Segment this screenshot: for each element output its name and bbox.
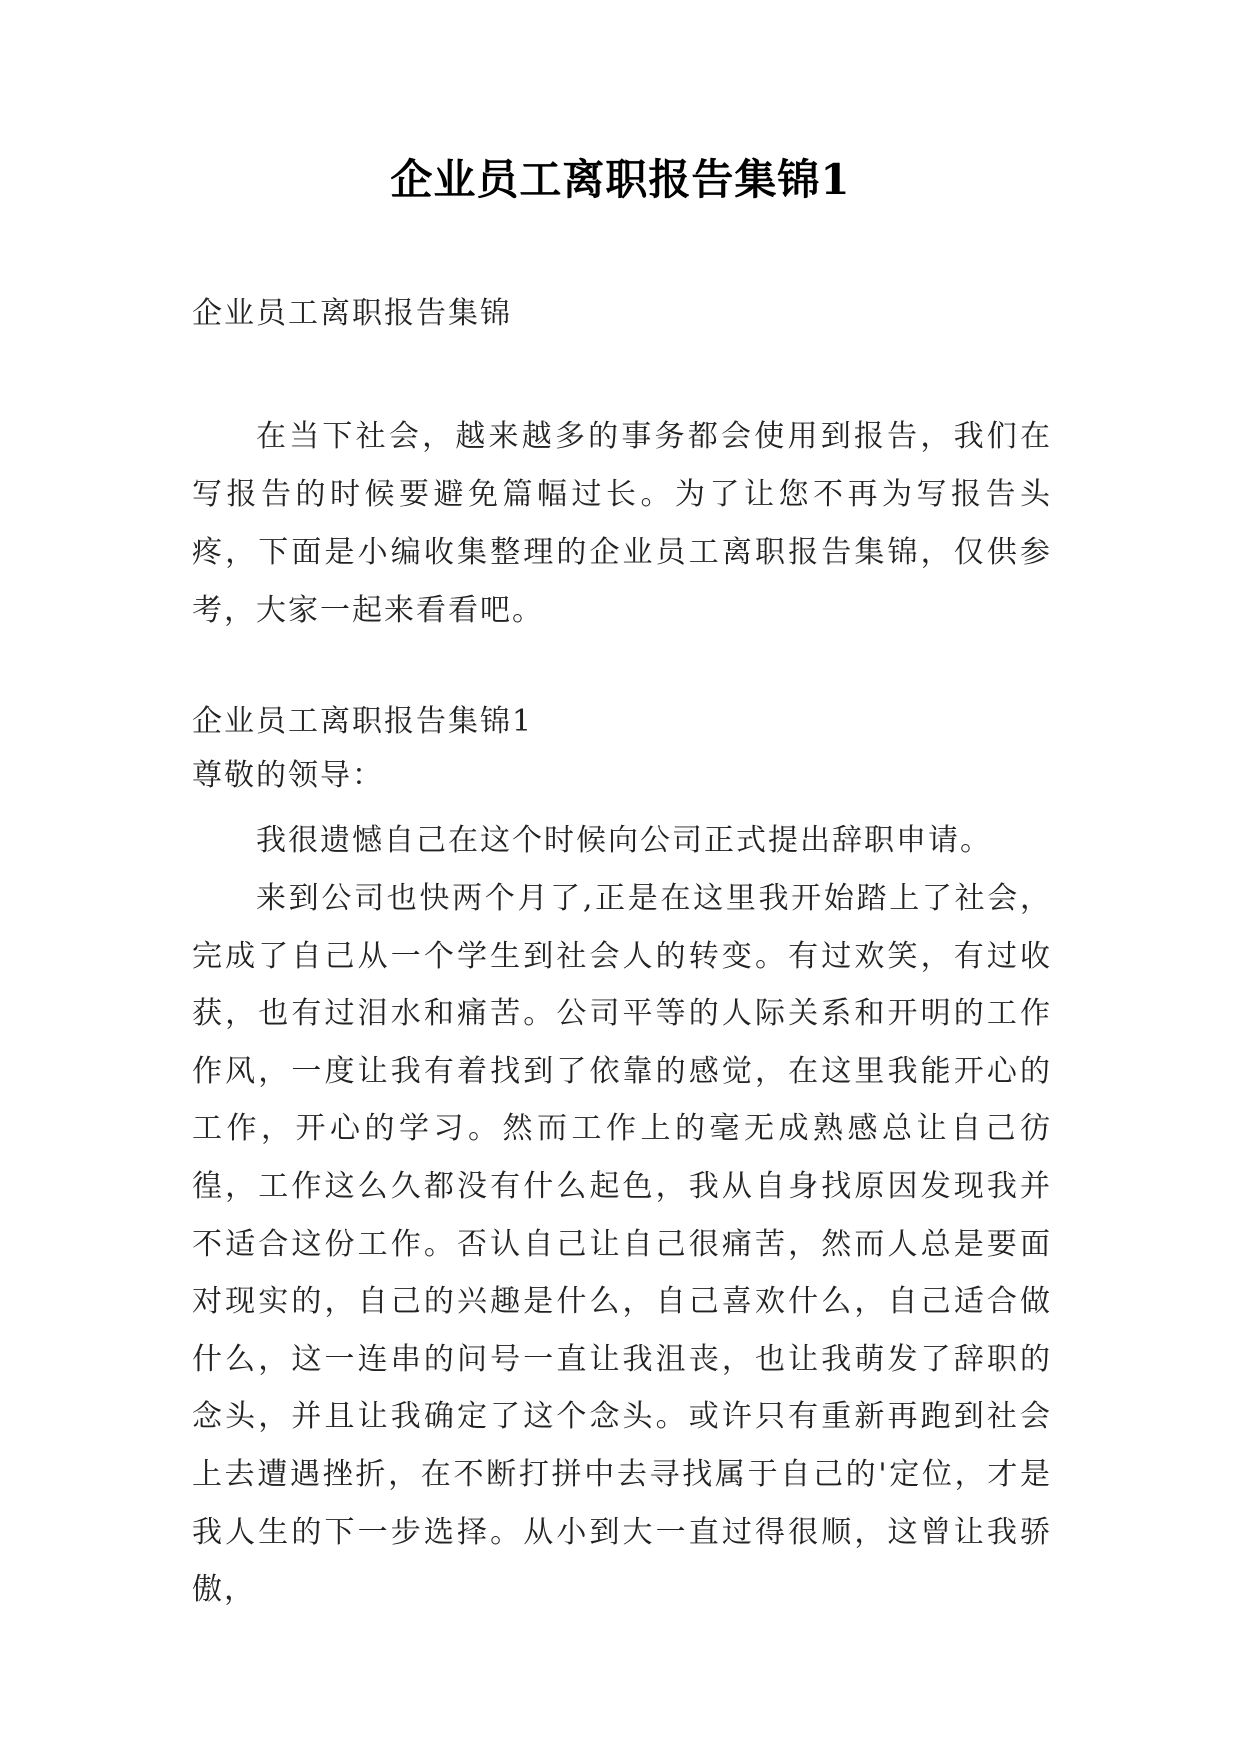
letter-greeting: 尊敬的领导： xyxy=(192,758,384,793)
document-title: 企业员工离职报告集锦1 xyxy=(390,155,851,204)
letter-paragraph: 来到公司也快两个月了,正是在这里我开始踏上了社会，完成了自己从一个学生到社会人的转变。有过欢笑，有过收获，也有过泪水和痛苦。公司平等的人际关系和开明的工作作风，一度让我有着找到了依靠的感觉，在这里我能开心的工作，开心的学习。然而工作上的毫无成熟感总让自己彷徨，工作这么久都没有什么起色，我从自身找原因发现我并不适合这份工作。否认自己让自己很痛苦，然而人总是要面对现实的，自己的兴趣是什么，自己喜欢什么，自己适合做什么，这一连串的问号一直让我沮丧，也让我萌发了辞职的念头，并且让我确定了这个念头。或许只有重新再跑到社会上去遭遇挫折，在不断打拼中去寻找属于自己的'定位，才是我人生的下一步选择。从小到大一直过得很顺，这曾让我骄傲， xyxy=(192,881,1052,1608)
intro-paragraph: 在当下社会，越来越多的事务都会使用到报告，我们在写报告的时候要避免篇幅过长。为了让您不再为写报告头疼，下面是小编收集整理的企业员工离职报告集锦，仅供参考，大家一起来看看吧。 xyxy=(192,419,1052,628)
letter-paragraph: 我很遗憾自己在这个时候向公司正式提出辞职申请。 xyxy=(256,823,992,858)
section-heading: 企业员工离职报告集锦1 xyxy=(192,704,534,739)
document-subtitle: 企业员工离职报告集锦 xyxy=(192,296,512,331)
